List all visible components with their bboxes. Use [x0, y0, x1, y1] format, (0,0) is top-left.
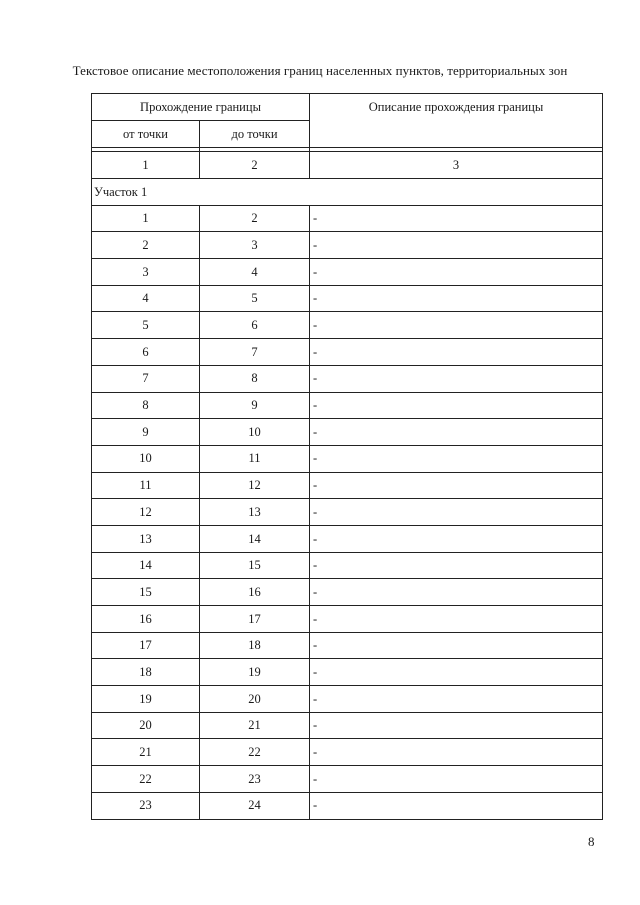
column-number-1: 1 [92, 152, 200, 179]
description-cell: - [310, 232, 603, 259]
to-point-cell: 4 [200, 259, 310, 286]
table-row [92, 392, 603, 419]
header-from-point: от точки [92, 121, 200, 148]
to-point-cell: 8 [200, 365, 310, 392]
to-point-cell: 12 [200, 472, 310, 499]
to-point-cell: 7 [200, 339, 310, 366]
header-boundary-passage: Прохождение границы [92, 94, 310, 121]
description-cell: - [310, 259, 603, 286]
description-cell: - [310, 365, 603, 392]
table-row [92, 739, 603, 766]
description-cell: - [310, 285, 603, 312]
section-row [92, 179, 603, 206]
from-point-cell: 23 [92, 792, 200, 819]
description-cell: - [310, 445, 603, 472]
to-point-cell: 11 [200, 445, 310, 472]
from-point-cell: 12 [92, 499, 200, 526]
description-cell: - [310, 712, 603, 739]
table-row [92, 339, 603, 366]
from-point-cell: 18 [92, 659, 200, 686]
description-cell: - [310, 552, 603, 579]
table-row [92, 766, 603, 793]
from-point-cell: 14 [92, 552, 200, 579]
table-row [92, 445, 603, 472]
column-number-row [92, 152, 603, 179]
from-point-cell: 22 [92, 766, 200, 793]
from-point-cell: 13 [92, 525, 200, 552]
from-point-cell: 16 [92, 606, 200, 633]
description-cell: - [310, 579, 603, 606]
to-point-cell: 9 [200, 392, 310, 419]
description-cell: - [310, 686, 603, 713]
to-point-cell: 14 [200, 525, 310, 552]
page-title: Текстовое описание местоположения границ населенных пунктов, территориальных зон [72, 63, 568, 78]
from-point-cell: 1 [92, 205, 200, 232]
table-row [92, 419, 603, 446]
description-cell: - [310, 632, 603, 659]
table-row [92, 232, 603, 259]
table-row [92, 205, 603, 232]
table-row [92, 285, 603, 312]
header-to-point: до точки [200, 121, 310, 148]
table-row [92, 686, 603, 713]
section-label: Участок 1 [92, 179, 603, 206]
from-point-cell: 10 [92, 445, 200, 472]
from-point-cell: 8 [92, 392, 200, 419]
table-row [92, 659, 603, 686]
description-cell: - [310, 499, 603, 526]
page-number: 8 [588, 834, 595, 849]
table-row [92, 579, 603, 606]
from-point-cell: 4 [92, 285, 200, 312]
description-cell: - [310, 766, 603, 793]
description-cell: - [310, 659, 603, 686]
to-point-cell: 10 [200, 419, 310, 446]
to-point-cell: 5 [200, 285, 310, 312]
description-cell: - [310, 339, 603, 366]
table-row [92, 552, 603, 579]
table-row [92, 499, 603, 526]
to-point-cell: 22 [200, 739, 310, 766]
description-cell: - [310, 792, 603, 819]
description-cell: - [310, 205, 603, 232]
from-point-cell: 5 [92, 312, 200, 339]
header-description: Описание прохождения границы [310, 94, 603, 148]
description-cell: - [310, 312, 603, 339]
from-point-cell: 11 [92, 472, 200, 499]
from-point-cell: 3 [92, 259, 200, 286]
from-point-cell: 21 [92, 739, 200, 766]
to-point-cell: 21 [200, 712, 310, 739]
table-row [92, 712, 603, 739]
table-row [92, 312, 603, 339]
from-point-cell: 17 [92, 632, 200, 659]
to-point-cell: 2 [200, 205, 310, 232]
column-number-3: 3 [310, 152, 603, 179]
to-point-cell: 19 [200, 659, 310, 686]
description-cell: - [310, 606, 603, 633]
to-point-cell: 15 [200, 552, 310, 579]
from-point-cell: 9 [92, 419, 200, 446]
boundary-table [91, 93, 603, 820]
description-cell: - [310, 739, 603, 766]
from-point-cell: 6 [92, 339, 200, 366]
to-point-cell: 18 [200, 632, 310, 659]
table-row [92, 606, 603, 633]
to-point-cell: 6 [200, 312, 310, 339]
description-cell: - [310, 419, 603, 446]
description-cell: - [310, 472, 603, 499]
to-point-cell: 17 [200, 606, 310, 633]
to-point-cell: 20 [200, 686, 310, 713]
from-point-cell: 7 [92, 365, 200, 392]
header-row [92, 94, 603, 121]
description-cell: - [310, 525, 603, 552]
table-row [92, 365, 603, 392]
to-point-cell: 23 [200, 766, 310, 793]
from-point-cell: 19 [92, 686, 200, 713]
table-row [92, 792, 603, 819]
to-point-cell: 3 [200, 232, 310, 259]
table-row [92, 472, 603, 499]
table-row [92, 632, 603, 659]
description-cell: - [310, 392, 603, 419]
to-point-cell: 13 [200, 499, 310, 526]
to-point-cell: 16 [200, 579, 310, 606]
to-point-cell: 24 [200, 792, 310, 819]
from-point-cell: 15 [92, 579, 200, 606]
table-row [92, 259, 603, 286]
from-point-cell: 20 [92, 712, 200, 739]
table-row [92, 525, 603, 552]
column-number-2: 2 [200, 152, 310, 179]
from-point-cell: 2 [92, 232, 200, 259]
